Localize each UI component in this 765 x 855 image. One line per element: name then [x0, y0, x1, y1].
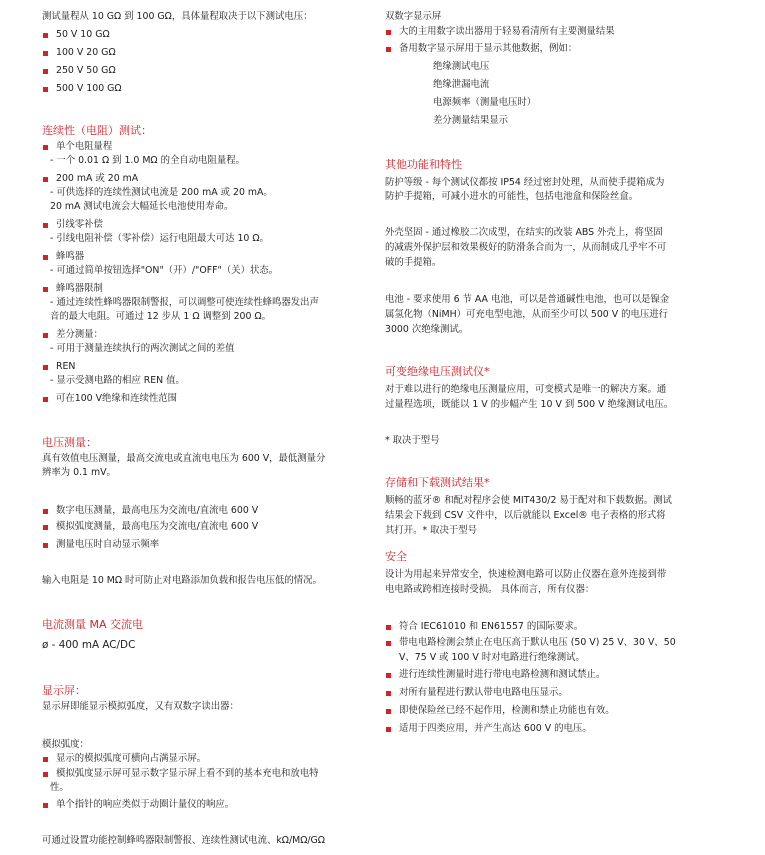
paragraph-line: 的减震外保护层和效果极好的防滑条合而为一，从而制成几乎牢不可	[385, 242, 667, 253]
paragraph-line: 3000 次绝缘测试。	[385, 324, 469, 335]
list-item: 对所有量程进行默认带电电路电压显示。	[385, 686, 568, 700]
continuity-heading: 连续性（电阻）测试：	[42, 124, 152, 137]
paragraph-line: 外壳坚固 - 通过橡胶二次成型，在结实的改装 ABS 外壳上，将坚固	[385, 227, 663, 238]
list-item: 显示的模拟弧度可横向占满显示屏。	[42, 752, 206, 766]
list-item: 即使保险丝已经不起作用，检测和禁止功能也有效。	[385, 704, 615, 718]
voltage-heading: 电压测量：	[42, 436, 97, 449]
range-item: 50 V 10 GΩ	[42, 28, 110, 42]
list-item: 适用于四类应用，并产生高达 600 V 的电压。	[385, 722, 592, 736]
list-detail: 20 mA 测试电流会大幅延长电池使用寿命。	[50, 201, 234, 212]
list-item: 测量电压时自动显示频率	[42, 538, 159, 552]
list-detail: - 可用于测量连续执行的两次测试之间的差值	[50, 343, 235, 354]
footnote: * 取决于型号	[385, 435, 440, 446]
list-detail: - 一个 0.01 Ω 到 1.0 MΩ 的全自动电阻量程。	[50, 155, 245, 166]
range-item: 500 V 100 GΩ	[42, 82, 122, 96]
list-item: 备用数字显示屏用于显示其他数据，例如：	[385, 42, 577, 56]
display-item: 电源频率（测量电压时）	[433, 97, 537, 108]
paragraph-line: 对于难以进行的绝缘电压测量应用，可变模式是唯一的解决方案。通	[385, 384, 667, 395]
paragraph-line: 可通过设置功能控制蜂鸣器限制警报、连续性测试电流、kΩ/MΩ/GΩ	[42, 835, 325, 846]
paragraph-line: 电电路或跨相连接时受损。 具体而言，所有仪器：	[385, 584, 595, 595]
list-detail: 音的最大电阻。可通过 12 步从 1 Ω 调整到 200 Ω。	[50, 311, 271, 322]
paragraph-line: 模拟弧度：	[42, 739, 89, 750]
list-item: 符合 IEC61010 和 EN61557 的国际要求。	[385, 620, 583, 634]
display-item: 差分测量结果显示	[433, 115, 509, 126]
list-item: 单个电阻量程	[42, 140, 112, 154]
current-heading: 电流测量 MA 交流电	[42, 618, 144, 631]
paragraph-line: 显示屏即能显示模拟弧度，又有双数字读出器：	[42, 701, 239, 712]
paragraph-line: 防护手提箱，可减小进水的可能性，包括电池盒和保险丝盒。	[385, 191, 639, 202]
display-heading: 显示屏：	[42, 684, 86, 697]
other-features-heading: 其他功能和特性	[385, 158, 462, 171]
paragraph-line: 设计为用起来异常安全，快速检测电路可以防止仪器在意外连接到带	[385, 569, 667, 580]
list-detail: V、75 V 或 100 V 时对电路进行绝缘测试。	[399, 652, 585, 663]
list-item: 进行连续性测量时进行带电电路检测和测试禁止。	[385, 668, 605, 682]
list-item: 200 mA 或 20 mA	[42, 172, 138, 186]
list-item: 数字电压测量，最高电压为交流电/直流电 600 V	[42, 504, 258, 518]
list-item: 模拟弧度显示屏可显示数字显示屏上看不到的基本充电和放电特	[42, 767, 319, 781]
list-item: 差分测量：	[42, 328, 103, 342]
list-item: REN	[42, 360, 75, 374]
list-item: 单个指针的响应类似于动圈计量仪的响应。	[42, 798, 234, 812]
paragraph-line: 电池 - 要求使用 6 节 AA 电池，可以是普通碱性电池，也可以是镍金	[385, 294, 670, 305]
list-detail: - 显示受测电路的相应 REN 值。	[50, 375, 185, 386]
list-item: 可在100 V绝缘和连续性范围	[42, 392, 177, 406]
paragraph-line: 防护等级 - 每个测试仪都按 IP54 经过密封处理，从而使手提箱成为	[385, 177, 665, 188]
paragraph-line: 双数字显示屏	[385, 11, 442, 22]
paragraph-line: 顺畅的蓝牙® 和配对程序会使 MIT430/2 易于配对和下载数据。测试	[385, 495, 672, 506]
paragraph-line: 真有效值电压测量，最高交流电或直流电电压为 600 V，最低测量分	[42, 453, 326, 464]
list-item: 蜂鸣器	[42, 250, 84, 264]
list-detail: - 可供选择的连续性测试电流是 200 mA 或 20 mA。	[50, 187, 273, 198]
list-item: 蜂鸣器限制	[42, 282, 103, 296]
list-detail: - 可通过简单按钮选择"ON"（开）/"OFF"（关）状态。	[50, 265, 279, 276]
list-detail: - 通过连续性蜂鸣器限制警报，可以调整可使连续性蜂鸣器发出声	[50, 297, 319, 308]
paragraph-line: 其打开。* 取决于型号	[385, 525, 478, 536]
list-item: 引线零补偿	[42, 218, 103, 232]
display-item: 绝缘测试电压	[433, 61, 490, 72]
list-item: 模拟弧度测量，最高电压为交流电/直流电 600 V	[42, 520, 258, 534]
current-range: ø - 400 mA AC/DC	[42, 639, 136, 651]
insulation-range-intro: 测试量程从 10 GΩ 到 100 GΩ，具体量程取决于以下测试电压：	[42, 11, 313, 22]
paragraph-line: 输入电阻是 10 MΩ 时可防止对电路添加负载和报告电压低的情况。	[42, 575, 322, 586]
list-item: 大的主用数字读出器用于轻易看清所有主要测量结果	[385, 25, 615, 39]
range-item: 250 V 50 GΩ	[42, 64, 116, 78]
list-detail: - 引线电阻补偿（零补偿）运行电阻最大可达 10 Ω。	[50, 233, 269, 244]
paragraph-line: 属氢化物（NiMH）可充电型电池，从而至少可以 500 V 的电压进行	[385, 309, 669, 320]
paragraph-line: 结果会下载到 CSV 文件中，以后就能以 Excel® 电子表格的形式将	[385, 510, 666, 521]
list-item: 带电电路检测会禁止在电压高于默认电压 (50 V) 25 V、30 V、50	[385, 636, 676, 650]
paragraph-line: 辨率为 0.1 mV。	[42, 467, 116, 478]
variable-voltage-heading: 可变绝缘电压测试仪*	[385, 365, 490, 378]
safety-heading: 安全	[385, 550, 407, 563]
storage-heading: 存储和下载测试结果*	[385, 476, 490, 489]
paragraph-line: 破的手提箱。	[385, 257, 442, 268]
list-detail: 性。	[50, 782, 69, 793]
paragraph-line: 过量程选项，既能以 1 V 的步幅产生 10 V 到 500 V 绝缘测试电压。	[385, 399, 674, 410]
display-item: 绝缘泄漏电流	[433, 79, 490, 90]
range-item: 100 V 20 GΩ	[42, 46, 116, 60]
